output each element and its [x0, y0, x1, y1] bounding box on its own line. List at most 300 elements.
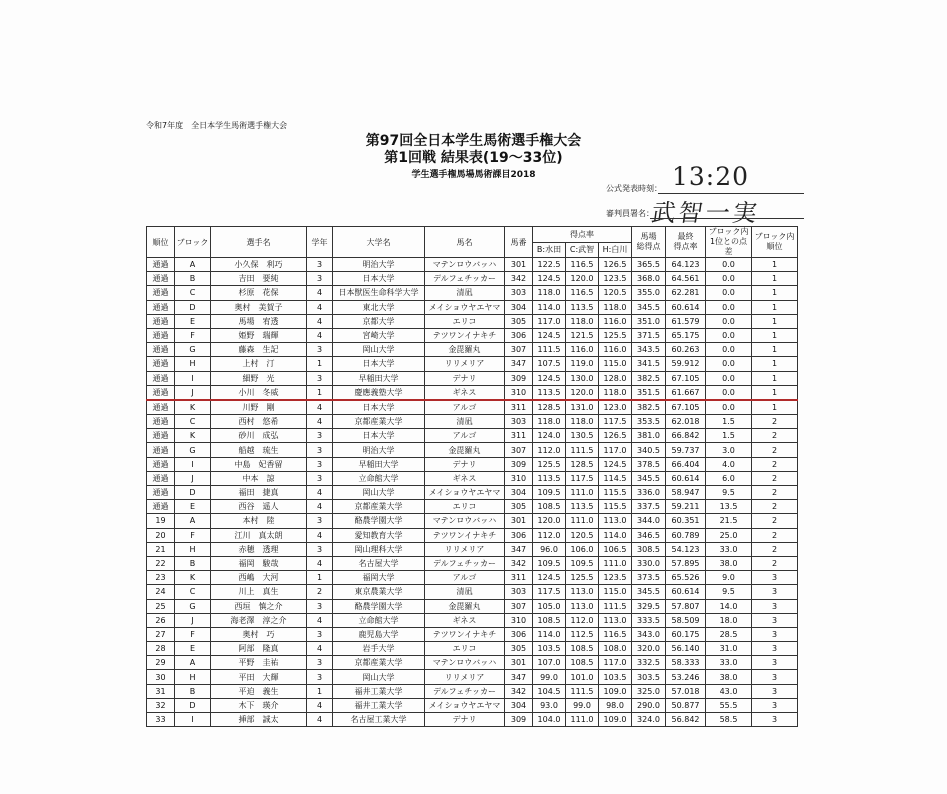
- cell-rank: 29: [147, 656, 175, 670]
- cell-total: 365.5: [632, 258, 666, 272]
- cell-name: 上村 汀: [211, 357, 307, 371]
- cell-univ: 京都産業大学: [333, 656, 425, 670]
- cell-name: 姫野 瑞輝: [211, 328, 307, 342]
- cell-judge-h: 108.0: [599, 642, 632, 656]
- cell-rank: 19: [147, 514, 175, 528]
- cell-brank: 3: [752, 684, 798, 698]
- cell-judge-b: 112.0: [533, 528, 566, 542]
- cell-name: 福岡 駿哉: [211, 556, 307, 570]
- cell-name: 杉原 花保: [211, 286, 307, 300]
- cell-num: 305: [505, 500, 533, 514]
- cell-univ: 岡山理科大学: [333, 542, 425, 556]
- cell-brank: 2: [752, 528, 798, 542]
- cell-block: J: [175, 385, 211, 400]
- cell-judge-b: 104.0: [533, 713, 566, 727]
- cell-judge-b: 128.5: [533, 400, 566, 415]
- cell-num: 342: [505, 272, 533, 286]
- cell-horse: メイショウヤエヤマ: [425, 698, 505, 712]
- handwritten-signature: 武智一実: [649, 199, 762, 227]
- cell-horse: 清凪: [425, 415, 505, 429]
- cell-total: 337.5: [632, 500, 666, 514]
- cell-rank: 通過: [147, 400, 175, 415]
- cell-rank: 通過: [147, 343, 175, 357]
- cell-name: 福田 捷真: [211, 486, 307, 500]
- cell-judge-b: 107.5: [533, 357, 566, 371]
- cell-name: 本村 陸: [211, 514, 307, 528]
- col-judge-c-header: C:武智: [566, 242, 599, 258]
- cell-judge-h: 111.5: [599, 599, 632, 613]
- cell-univ: 岡山大学: [333, 670, 425, 684]
- table-row: [147, 642, 798, 656]
- cell-judge-c: 131.0: [566, 400, 599, 415]
- cell-block: G: [175, 599, 211, 613]
- cell-grade: 4: [307, 613, 333, 627]
- cell-brank: 2: [752, 471, 798, 485]
- cell-judge-b: 124.5: [533, 272, 566, 286]
- cell-block: I: [175, 713, 211, 727]
- cell-block: G: [175, 343, 211, 357]
- cell-block: I: [175, 457, 211, 471]
- cell-grade: 1: [307, 357, 333, 371]
- cell-diff: 1.5: [706, 415, 752, 429]
- cell-brank: 1: [752, 272, 798, 286]
- cell-univ: 日本大学: [333, 357, 425, 371]
- cell-judge-c: 111.5: [566, 443, 599, 457]
- cell-horse: ギネス: [425, 471, 505, 485]
- cell-diff: 1.5: [706, 429, 752, 443]
- cell-grade: 2: [307, 585, 333, 599]
- table-row: [147, 258, 798, 272]
- cell-brank: 1: [752, 314, 798, 328]
- cell-univ: 岡山大学: [333, 343, 425, 357]
- cell-final: 59.737: [666, 443, 706, 457]
- cell-total: 343.5: [632, 343, 666, 357]
- cell-final: 64.123: [666, 258, 706, 272]
- cell-univ: 慶應義塾大学: [333, 385, 425, 400]
- cell-num: 309: [505, 371, 533, 385]
- cell-name: 西谷 遥人: [211, 500, 307, 514]
- cell-num: 306: [505, 528, 533, 542]
- cell-block: K: [175, 571, 211, 585]
- cell-total: 320.0: [632, 642, 666, 656]
- cell-judge-b: 120.0: [533, 514, 566, 528]
- cell-grade: 4: [307, 642, 333, 656]
- title-sub: 第1回戦 結果表(19～33位): [384, 150, 563, 166]
- cell-judge-c: 118.0: [566, 415, 599, 429]
- cell-univ: 福岡大学: [333, 571, 425, 585]
- cell-rank: 通過: [147, 272, 175, 286]
- cell-diff: 38.0: [706, 670, 752, 684]
- cell-name: 砂川 成弘: [211, 429, 307, 443]
- cell-grade: 4: [307, 328, 333, 342]
- cell-horse: 金毘羅丸: [425, 443, 505, 457]
- cell-horse: デルフェチッカー: [425, 556, 505, 570]
- cell-univ: 酪農学園大学: [333, 514, 425, 528]
- cell-diff: 58.5: [706, 713, 752, 727]
- cell-horse: リリメリア: [425, 670, 505, 684]
- table-row: [147, 486, 798, 500]
- cell-grade: 3: [307, 656, 333, 670]
- cell-rank: 通過: [147, 286, 175, 300]
- cell-rank: 通過: [147, 357, 175, 371]
- cell-brank: 3: [752, 713, 798, 727]
- cell-grade: 3: [307, 457, 333, 471]
- cell-judge-c: 108.5: [566, 656, 599, 670]
- table-row: [147, 627, 798, 641]
- cell-judge-h: 125.5: [599, 328, 632, 342]
- cell-horse: エリコ: [425, 642, 505, 656]
- table-row: [147, 314, 798, 328]
- cell-judge-b: 99.0: [533, 670, 566, 684]
- cell-judge-c: 112.0: [566, 613, 599, 627]
- cell-block: K: [175, 400, 211, 415]
- cell-block: B: [175, 272, 211, 286]
- cell-num: 309: [505, 457, 533, 471]
- cell-diff: 0.0: [706, 357, 752, 371]
- cell-total: 378.5: [632, 457, 666, 471]
- cell-final: 54.123: [666, 542, 706, 556]
- cell-judge-b: 104.5: [533, 684, 566, 698]
- cell-judge-h: 126.5: [599, 429, 632, 443]
- table-row: [147, 500, 798, 514]
- cell-total: 329.5: [632, 599, 666, 613]
- cell-final: 59.912: [666, 357, 706, 371]
- cell-judge-h: 106.5: [599, 542, 632, 556]
- cell-block: J: [175, 613, 211, 627]
- cell-judge-h: 123.5: [599, 272, 632, 286]
- cell-num: 307: [505, 599, 533, 613]
- cell-grade: 3: [307, 429, 333, 443]
- cell-univ: 日本大学: [333, 272, 425, 286]
- cell-horse: デナリ: [425, 371, 505, 385]
- cell-total: 303.5: [632, 670, 666, 684]
- table-row: [147, 684, 798, 698]
- cell-judge-c: 113.0: [566, 599, 599, 613]
- col-diff-header: ブロック内 1位との点差: [706, 227, 752, 258]
- cell-univ: 岡山大学: [333, 486, 425, 500]
- cell-num: 304: [505, 300, 533, 314]
- cell-horse: 清凪: [425, 286, 505, 300]
- cell-judge-h: 115.5: [599, 486, 632, 500]
- cell-total: 345.5: [632, 585, 666, 599]
- cell-judge-h: 98.0: [599, 698, 632, 712]
- cell-total: 336.0: [632, 486, 666, 500]
- cell-diff: 0.0: [706, 314, 752, 328]
- table-row: [147, 713, 798, 727]
- cell-diff: 28.5: [706, 627, 752, 641]
- cell-judge-b: 118.0: [533, 286, 566, 300]
- cell-horse: メイショウヤエヤマ: [425, 300, 505, 314]
- cell-diff: 0.0: [706, 343, 752, 357]
- cell-judge-h: 109.0: [599, 684, 632, 698]
- cell-name: 細野 光: [211, 371, 307, 385]
- table-row: [147, 571, 798, 585]
- table-row: [147, 514, 798, 528]
- cell-rank: 通過: [147, 429, 175, 443]
- cell-judge-c: 120.0: [566, 385, 599, 400]
- cell-block: I: [175, 371, 211, 385]
- cell-final: 65.175: [666, 328, 706, 342]
- cell-horse: テツワンイナキチ: [425, 528, 505, 542]
- cell-total: 341.5: [632, 357, 666, 371]
- cell-diff: 3.0: [706, 443, 752, 457]
- cell-total: 373.5: [632, 571, 666, 585]
- cell-total: 355.0: [632, 286, 666, 300]
- cell-judge-h: 103.5: [599, 670, 632, 684]
- cell-univ: 京都産業大学: [333, 415, 425, 429]
- cell-num: 311: [505, 571, 533, 585]
- cell-univ: 岩手大学: [333, 642, 425, 656]
- cell-rank: 24: [147, 585, 175, 599]
- cell-horse: テツワンイナキチ: [425, 328, 505, 342]
- cell-total: 345.5: [632, 471, 666, 485]
- cell-num: 311: [505, 429, 533, 443]
- cell-block: A: [175, 514, 211, 528]
- cell-total: 381.0: [632, 429, 666, 443]
- cell-num: 306: [505, 328, 533, 342]
- cell-name: 西垣 慎之介: [211, 599, 307, 613]
- cell-brank: 1: [752, 328, 798, 342]
- cell-judge-h: 116.5: [599, 627, 632, 641]
- cell-univ: 京都大学: [333, 314, 425, 328]
- cell-univ: 酪農学園大学: [333, 599, 425, 613]
- table-row: [147, 599, 798, 613]
- cell-judge-b: 124.5: [533, 571, 566, 585]
- cell-num: 342: [505, 684, 533, 698]
- cell-rank: 通過: [147, 371, 175, 385]
- table-row: [147, 328, 798, 342]
- cell-judge-h: 117.5: [599, 415, 632, 429]
- table-row: [147, 670, 798, 684]
- cell-horse: メイショウヤエヤマ: [425, 486, 505, 500]
- cell-rank: 27: [147, 627, 175, 641]
- cell-univ: 明治大学: [333, 443, 425, 457]
- cell-final: 60.263: [666, 343, 706, 357]
- cell-name: 藤森 生記: [211, 343, 307, 357]
- cell-judge-c: 116.0: [566, 343, 599, 357]
- cell-judge-b: 124.5: [533, 328, 566, 342]
- cell-num: 347: [505, 542, 533, 556]
- cell-block: C: [175, 415, 211, 429]
- cell-final: 61.579: [666, 314, 706, 328]
- cell-judge-b: 107.0: [533, 656, 566, 670]
- cell-judge-c: 130.5: [566, 429, 599, 443]
- cell-name: 川野 剛: [211, 400, 307, 415]
- cell-num: 307: [505, 343, 533, 357]
- cell-total: 290.0: [632, 698, 666, 712]
- cell-diff: 33.0: [706, 656, 752, 670]
- cell-diff: 0.0: [706, 371, 752, 385]
- cell-final: 57.895: [666, 556, 706, 570]
- cell-diff: 0.0: [706, 258, 752, 272]
- cell-judge-b: 108.5: [533, 500, 566, 514]
- cell-brank: 3: [752, 627, 798, 641]
- cell-num: 306: [505, 627, 533, 641]
- cell-block: C: [175, 286, 211, 300]
- table-row: [147, 457, 798, 471]
- cell-univ: 愛知教育大学: [333, 528, 425, 542]
- cell-rank: 22: [147, 556, 175, 570]
- cell-final: 62.018: [666, 415, 706, 429]
- cell-judge-h: 117.0: [599, 443, 632, 457]
- cell-grade: 3: [307, 670, 333, 684]
- cell-name: 小川 冬威: [211, 385, 307, 400]
- cell-grade: 1: [307, 385, 333, 400]
- cell-final: 56.140: [666, 642, 706, 656]
- handwritten-time: 13:20: [672, 162, 750, 191]
- cell-judge-b: 124.5: [533, 371, 566, 385]
- cell-total: 330.0: [632, 556, 666, 570]
- cell-judge-c: 109.5: [566, 556, 599, 570]
- cell-rank: 通過: [147, 314, 175, 328]
- cell-judge-c: 130.0: [566, 371, 599, 385]
- cell-name: 阿部 隆真: [211, 642, 307, 656]
- cell-num: 305: [505, 642, 533, 656]
- cell-total: 325.0: [632, 684, 666, 698]
- cell-judge-b: 111.5: [533, 343, 566, 357]
- cell-judge-h: 118.0: [599, 385, 632, 400]
- cell-num: 307: [505, 443, 533, 457]
- table-row: [147, 429, 798, 443]
- cell-horse: デルフェチッカー: [425, 684, 505, 698]
- cell-judge-c: 113.5: [566, 500, 599, 514]
- cell-num: 311: [505, 400, 533, 415]
- cell-block: H: [175, 670, 211, 684]
- cell-grade: 3: [307, 443, 333, 457]
- cell-judge-c: 128.5: [566, 457, 599, 471]
- cell-total: 353.5: [632, 415, 666, 429]
- cell-final: 66.842: [666, 429, 706, 443]
- cell-horse: エリコ: [425, 500, 505, 514]
- table-row: [147, 471, 798, 485]
- cell-final: 64.561: [666, 272, 706, 286]
- table-row: [147, 656, 798, 670]
- cell-num: 305: [505, 314, 533, 328]
- col-horse-header: 馬名: [425, 227, 505, 258]
- cell-judge-b: 117.0: [533, 314, 566, 328]
- col-total-header: 馬場 総得点: [632, 227, 666, 258]
- cell-judge-b: 122.5: [533, 258, 566, 272]
- col-grade-header: 学年: [307, 227, 333, 258]
- cell-brank: 1: [752, 258, 798, 272]
- small-header: 令和7年度 全日本学生馬術選手権大会: [146, 121, 288, 130]
- cell-judge-b: 109.5: [533, 556, 566, 570]
- cell-univ: 早稲田大学: [333, 371, 425, 385]
- title-main: 第97回全日本学生馬術選手権大会: [365, 133, 582, 149]
- cell-total: 308.5: [632, 542, 666, 556]
- table-row: [147, 556, 798, 570]
- cell-brank: 2: [752, 542, 798, 556]
- cell-brank: 2: [752, 457, 798, 471]
- col-final-header: 最終 得点率: [666, 227, 706, 258]
- cell-diff: 6.0: [706, 471, 752, 485]
- cell-brank: 2: [752, 556, 798, 570]
- cell-final: 65.526: [666, 571, 706, 585]
- cell-horse: リリメリア: [425, 542, 505, 556]
- cell-final: 57.807: [666, 599, 706, 613]
- cell-total: 324.0: [632, 713, 666, 727]
- cell-diff: 0.0: [706, 328, 752, 342]
- cell-rank: 通過: [147, 300, 175, 314]
- cell-grade: 3: [307, 599, 333, 613]
- cell-name: 挿部 誠太: [211, 713, 307, 727]
- cell-block: E: [175, 314, 211, 328]
- cell-judge-c: 113.5: [566, 300, 599, 314]
- cell-rank: 通過: [147, 258, 175, 272]
- cell-rank: 通過: [147, 486, 175, 500]
- col-score-group-header: 得点率: [533, 227, 632, 243]
- cell-total: 346.5: [632, 528, 666, 542]
- cell-judge-b: 125.5: [533, 457, 566, 471]
- cell-univ: 日本獣医生命科学大学: [333, 286, 425, 300]
- cell-horse: 清凪: [425, 585, 505, 599]
- cell-horse: マテンロウバッハ: [425, 656, 505, 670]
- cell-univ: 日本大学: [333, 400, 425, 415]
- cell-judge-h: 115.5: [599, 500, 632, 514]
- cell-total: 368.0: [632, 272, 666, 286]
- cell-brank: 3: [752, 698, 798, 712]
- cell-block: D: [175, 486, 211, 500]
- cell-num: 310: [505, 385, 533, 400]
- cell-brank: 1: [752, 400, 798, 415]
- cell-block: B: [175, 556, 211, 570]
- cell-total: 333.5: [632, 613, 666, 627]
- cell-judge-c: 118.0: [566, 314, 599, 328]
- cell-judge-c: 120.5: [566, 528, 599, 542]
- cell-judge-b: 113.5: [533, 471, 566, 485]
- cell-block: A: [175, 656, 211, 670]
- cell-diff: 0.0: [706, 300, 752, 314]
- cell-univ: 明治大学: [333, 258, 425, 272]
- table-row: [147, 400, 798, 415]
- cell-rank: 通過: [147, 500, 175, 514]
- cell-brank: 1: [752, 300, 798, 314]
- cell-block: A: [175, 258, 211, 272]
- cell-rank: 31: [147, 684, 175, 698]
- cell-judge-b: 114.0: [533, 627, 566, 641]
- cell-horse: デルフェチッカー: [425, 272, 505, 286]
- cell-judge-c: 121.5: [566, 328, 599, 342]
- cell-judge-b: 117.5: [533, 585, 566, 599]
- cell-diff: 4.0: [706, 457, 752, 471]
- cell-judge-h: 114.5: [599, 471, 632, 485]
- cell-judge-h: 124.5: [599, 457, 632, 471]
- results-table: [146, 226, 798, 727]
- cell-total: 332.5: [632, 656, 666, 670]
- cell-grade: 4: [307, 528, 333, 542]
- cell-univ: 名古屋大学: [333, 556, 425, 570]
- cell-univ: 名古屋工業大学: [333, 713, 425, 727]
- cell-final: 60.614: [666, 471, 706, 485]
- cell-name: 奥村 美賀子: [211, 300, 307, 314]
- table-row: [147, 286, 798, 300]
- cell-final: 67.105: [666, 400, 706, 415]
- cell-grade: 4: [307, 500, 333, 514]
- cell-judge-c: 120.0: [566, 272, 599, 286]
- cell-judge-b: 118.0: [533, 415, 566, 429]
- header-row: [147, 227, 798, 243]
- cell-block: E: [175, 500, 211, 514]
- cell-num: 304: [505, 698, 533, 712]
- cell-name: 馬場 宥透: [211, 314, 307, 328]
- cell-grade: 3: [307, 471, 333, 485]
- cell-judge-c: 125.5: [566, 571, 599, 585]
- cell-diff: 9.0: [706, 571, 752, 585]
- cell-univ: 宮崎大学: [333, 328, 425, 342]
- cell-judge-b: 124.0: [533, 429, 566, 443]
- title-course: 学生選手権馬場馬術課目2018: [411, 170, 536, 180]
- cell-final: 53.246: [666, 670, 706, 684]
